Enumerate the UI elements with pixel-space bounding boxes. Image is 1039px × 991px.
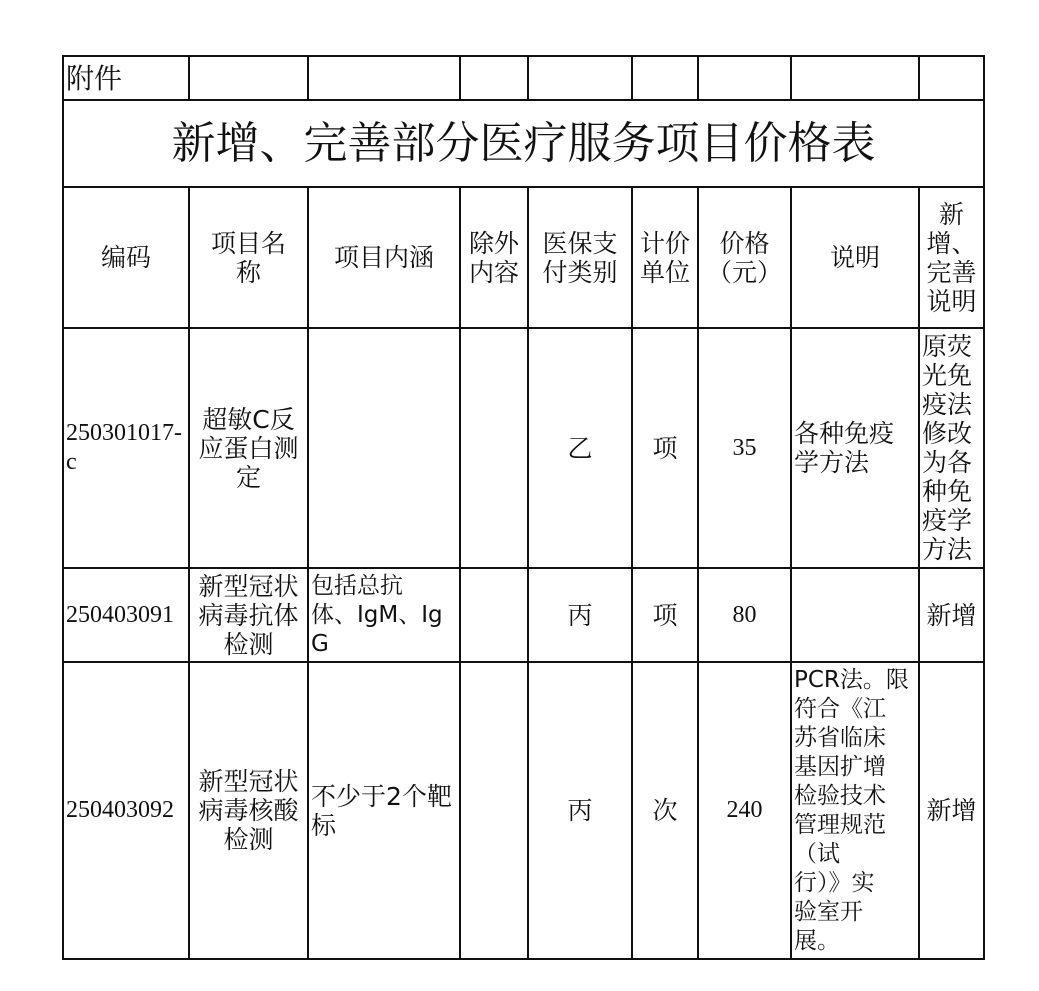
page-title: 新增、完善部分医疗服务项目价格表 bbox=[63, 100, 984, 187]
notes-cell bbox=[791, 568, 919, 662]
insurance-cell: 丙 bbox=[528, 662, 632, 959]
content-cell: 不少于2个靶 标 bbox=[308, 662, 460, 959]
header-exclusions: 除外 内容 bbox=[460, 187, 528, 328]
change-note-cell: 新增 bbox=[919, 568, 984, 662]
header-insurance: 医保支 付类别 bbox=[528, 187, 632, 328]
unit-cell: 项 bbox=[632, 568, 698, 662]
empty-cell bbox=[308, 56, 460, 100]
table-row bbox=[63, 568, 984, 662]
empty-cell bbox=[698, 56, 791, 100]
empty-cell bbox=[919, 56, 984, 100]
code-cell: 250403091 bbox=[63, 568, 189, 662]
price-table bbox=[62, 55, 985, 960]
change-note-cell: 新增 bbox=[919, 662, 984, 959]
exclusions-cell bbox=[460, 568, 528, 662]
header-row bbox=[63, 187, 984, 328]
content-cell: 包括总抗 体、IgM、Ig G bbox=[308, 568, 460, 662]
code-cell: 250301017- c bbox=[63, 328, 189, 568]
header-change: 新 增、 完善 说明 bbox=[919, 187, 984, 328]
header-unit: 计价 单位 bbox=[632, 187, 698, 328]
empty-cell bbox=[528, 56, 632, 100]
change-note-cell: 原荧 光免 疫法 修改 为各 种免 疫学 方法 bbox=[919, 328, 984, 568]
table-row bbox=[63, 662, 984, 959]
header-name: 项目名 称 bbox=[189, 187, 308, 328]
insurance-cell: 乙 bbox=[528, 328, 632, 568]
name-cell: 新型冠状 病毒抗体 检测 bbox=[189, 568, 308, 662]
header-code: 编码 bbox=[63, 187, 189, 328]
empty-cell bbox=[460, 56, 528, 100]
header-notes: 说明 bbox=[791, 187, 919, 328]
empty-cell bbox=[791, 56, 919, 100]
header-price: 价格 （元） bbox=[698, 187, 791, 328]
price-cell: 240 bbox=[698, 662, 791, 959]
title-row bbox=[63, 100, 984, 187]
name-cell: 新型冠状 病毒核酸 检测 bbox=[189, 662, 308, 959]
content-cell bbox=[308, 328, 460, 568]
name-cell: 超敏C反 应蛋白测 定 bbox=[189, 328, 308, 568]
notes-cell: 各种免疫 学方法 bbox=[791, 328, 919, 568]
table-row bbox=[63, 328, 984, 568]
unit-cell: 次 bbox=[632, 662, 698, 959]
price-cell: 80 bbox=[698, 568, 791, 662]
insurance-cell: 丙 bbox=[528, 568, 632, 662]
unit-cell: 项 bbox=[632, 328, 698, 568]
price-cell: 35 bbox=[698, 328, 791, 568]
empty-cell bbox=[189, 56, 308, 100]
attachment-row bbox=[63, 56, 984, 100]
exclusions-cell bbox=[460, 328, 528, 568]
attachment-label: 附件 bbox=[63, 56, 189, 100]
notes-cell: PCR法。限 符合《江 苏省临床 基因扩增 检验技术 管理规范 （试 行）》实 验室开 展。 bbox=[791, 662, 919, 959]
header-content: 项目内涵 bbox=[308, 187, 460, 328]
empty-cell bbox=[632, 56, 698, 100]
exclusions-cell bbox=[460, 662, 528, 959]
code-cell: 250403092 bbox=[63, 662, 189, 959]
